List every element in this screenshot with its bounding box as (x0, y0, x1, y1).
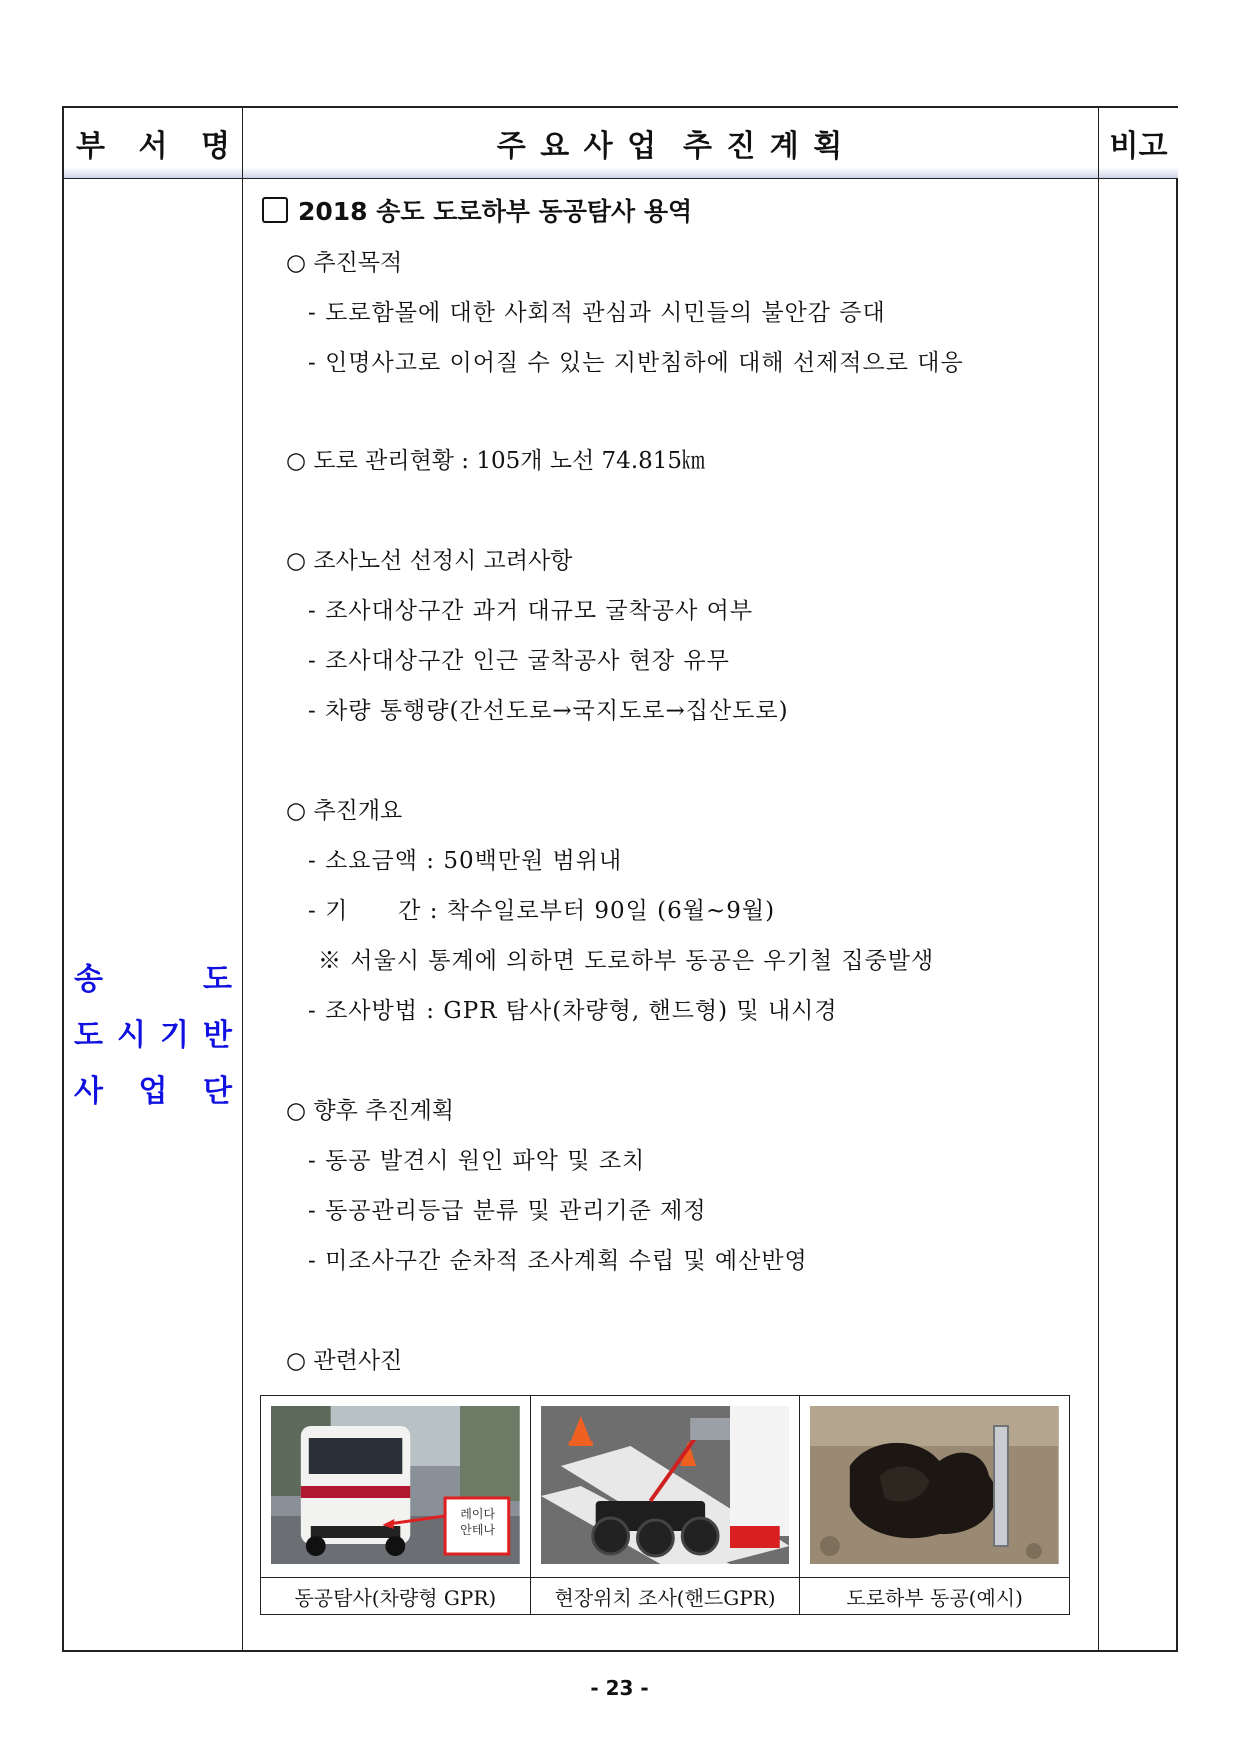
dept-header (64, 108, 242, 178)
section-heading: ○ 도로 관리현황 : 105개 노선 74.815㎞ (286, 448, 706, 474)
photo-cell (261, 1396, 531, 1614)
dept-header-char: 부 (76, 129, 105, 164)
department-name (64, 948, 242, 1116)
section-heading: ○ 관련사진 (286, 1348, 403, 1374)
list-item: - 인명사고로 이어질 수 있는 지반침하에 대해 선제적으로 대응 (308, 350, 964, 376)
photo-cell (531, 1396, 801, 1614)
photo-cell (800, 1396, 1069, 1614)
radar-label-line: 안테나 (460, 1523, 496, 1537)
list-item: - 동공관리등급 분류 및 관리기준 제정 (308, 1198, 707, 1224)
main-header-title: 주 요 사 업 추 진 계 획 (496, 129, 845, 164)
photo-caption: 도로하부 동공(예시) (800, 1577, 1069, 1614)
hand-gpr-photo (541, 1406, 790, 1564)
page-number: - 23 - (590, 1676, 649, 1700)
list-item: - 조사방법 : GPR 탐사(차량형, 핸드형) 및 내시경 (308, 998, 838, 1024)
note-item: ※ 서울시 통계에 의하면 도로하부 동공은 우기철 집중발생 (318, 948, 935, 974)
section-heading: ○ 향후 추진계획 (286, 1098, 454, 1124)
column-divider (242, 108, 243, 1650)
section-heading: ○ 추진개요 (286, 798, 403, 824)
list-item: - 조사대상구간 과거 대규모 굴착공사 여부 (308, 598, 754, 624)
department-char: 사 (74, 1074, 103, 1109)
dept-header-char: 서 (138, 129, 168, 164)
project-title-text: 2018 송도 도로하부 동공탐사 용역 (298, 197, 693, 226)
photo-table (260, 1395, 1070, 1615)
department-char: 송 (74, 962, 103, 997)
department-char: 업 (138, 1074, 168, 1109)
department-line (64, 1004, 242, 1060)
photo-caption: 동공탐사(차량형 GPR) (261, 1577, 530, 1614)
list-item: - 조사대상구간 인근 굴착공사 현장 유무 (308, 648, 730, 674)
department-char: 시 (117, 1018, 146, 1053)
photo-caption: 현장위치 조사(핸드GPR) (531, 1577, 800, 1614)
dept-header-char: 명 (201, 129, 230, 164)
list-item: - 차량 통행량(간선도로→국지도로→집산도로) (308, 698, 789, 724)
department-line (64, 948, 242, 1004)
section-heading: ○ 조사노선 선정시 고려사항 (286, 548, 573, 574)
checkbox-square-icon (262, 197, 288, 223)
list-item: - 미조사구간 순차적 조사계획 수립 및 예산반영 (308, 1248, 808, 1274)
note-header (1099, 108, 1178, 178)
department-char: 도 (203, 962, 232, 997)
list-item: - 동공 발견시 원인 파악 및 조치 (308, 1148, 646, 1174)
department-char: 단 (203, 1074, 232, 1109)
department-char: 반 (203, 1018, 232, 1053)
column-divider (1098, 108, 1099, 1650)
note-header-label: 비고 (1109, 129, 1168, 164)
list-item: - 소요금액 : 50백만원 범위내 (308, 848, 623, 874)
main-header (243, 108, 1098, 178)
radar-antenna-label (448, 1506, 508, 1538)
vehicle-gpr-photo (271, 1406, 520, 1564)
project-title (262, 192, 692, 228)
radar-label-line: 레이다 (460, 1507, 496, 1521)
road-cavity-photo (810, 1406, 1059, 1564)
department-char: 기 (160, 1018, 189, 1053)
department-line (64, 1060, 242, 1116)
list-item: - 기 간 : 착수일로부터 90일 (6월~9월) (308, 898, 776, 924)
section-heading: ○ 추진목적 (286, 250, 403, 276)
department-char: 도 (74, 1018, 103, 1053)
list-item: - 도로함몰에 대한 사회적 관심과 시민들의 불안감 증대 (308, 300, 886, 326)
